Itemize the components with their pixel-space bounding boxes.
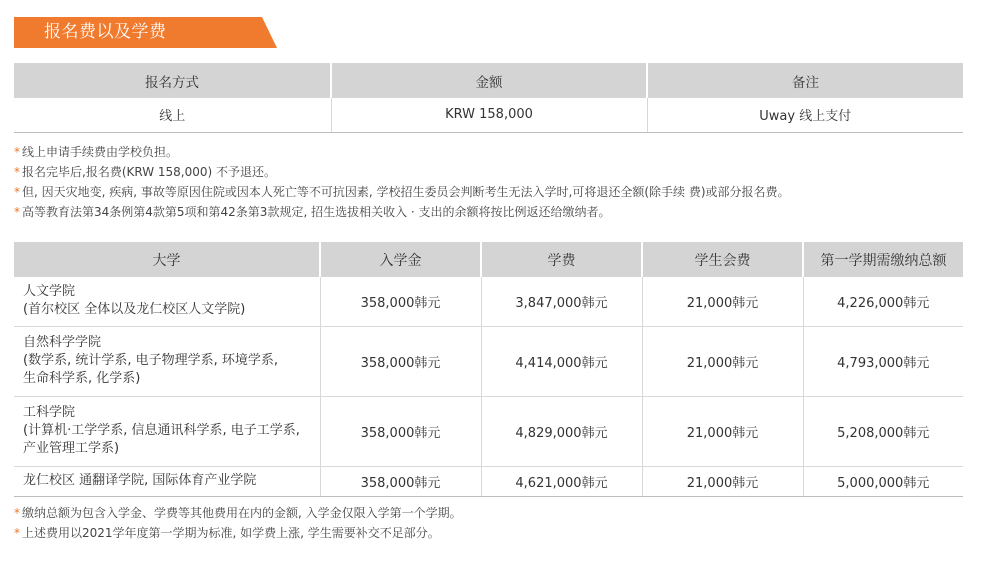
tuition-table bbox=[14, 242, 963, 497]
college-name: 工科学院 bbox=[23, 405, 76, 420]
admission-fee-cell: 358,000韩元 bbox=[320, 326, 481, 396]
college-detail: (数学系, 统计学系, 电子物理学系, 环境学系, bbox=[23, 353, 278, 368]
tuition-cell: 4,829,000韩元 bbox=[481, 396, 642, 466]
column-header: 大学 bbox=[14, 242, 320, 277]
table-row bbox=[14, 277, 963, 326]
column-header: 学生会费 bbox=[642, 242, 803, 277]
college-name: 自然科学学院 bbox=[23, 335, 102, 350]
note-text: 报名完毕后,报名费(KRW 158,000) 不予退还。 bbox=[22, 165, 277, 179]
college-detail: (首尔校区 全体以及龙仁校区人文学院) bbox=[23, 302, 246, 318]
council-fee-cell: 21,000韩元 bbox=[642, 396, 803, 466]
total-cell: 4,226,000韩元 bbox=[803, 277, 963, 326]
column-header: 备注 bbox=[647, 63, 963, 98]
tuition-cell: 4,621,000韩元 bbox=[481, 466, 642, 496]
total-cell: 5,208,000韩元 bbox=[803, 396, 963, 466]
note-text: 上述费用以2021学年度第一学期为标准, 如学费上涨, 学生需要补交不足部分。 bbox=[22, 526, 440, 540]
note-marker: * bbox=[14, 205, 20, 219]
column-header: 入学金 bbox=[320, 242, 481, 277]
table-row bbox=[14, 326, 963, 396]
admission-fee-cell: 358,000韩元 bbox=[320, 396, 481, 466]
column-header: 学费 bbox=[481, 242, 642, 277]
note-text: 高等教育法第34条例第4款第5项和第42条第3款规定, 招生选拔相关收入 · 支出的余额将按比例返还给缴纳者。 bbox=[22, 205, 611, 219]
section-banner bbox=[14, 17, 277, 48]
college-name: 龙仁校区 通翻译学院, 国际体育产业学院 bbox=[23, 473, 257, 488]
total-cell: 4,793,000韩元 bbox=[803, 326, 963, 396]
tuition-cell: 4,414,000韩元 bbox=[481, 326, 642, 396]
total-cell: 5,000,000韩元 bbox=[803, 466, 963, 496]
note-text: 线上申请手续费由学校负担。 bbox=[22, 145, 179, 159]
application-fee-table bbox=[14, 63, 963, 133]
column-header: 报名方式 bbox=[14, 63, 331, 98]
note-marker: * bbox=[14, 145, 20, 159]
fee-notes bbox=[14, 142, 790, 222]
college-cell bbox=[14, 396, 320, 466]
college-name: 人文学院 bbox=[23, 284, 76, 300]
table-row bbox=[14, 466, 963, 496]
note-item bbox=[14, 142, 790, 162]
table-header-row bbox=[14, 63, 963, 98]
note-marker: * bbox=[14, 185, 20, 199]
admission-fee-cell: 358,000韩元 bbox=[320, 466, 481, 496]
table-cell: 线上 bbox=[14, 98, 331, 132]
note-marker: * bbox=[14, 506, 20, 520]
college-cell bbox=[14, 326, 320, 396]
note-item bbox=[14, 523, 462, 543]
note-text: 缴纳总额为包含入学金、学费等其他费用在内的金额, 入学金仅限入学第一个学期。 bbox=[22, 506, 462, 520]
college-cell bbox=[14, 277, 320, 326]
admission-fee-cell: 358,000韩元 bbox=[320, 277, 481, 326]
tuition-cell: 3,847,000韩元 bbox=[481, 277, 642, 326]
note-marker: * bbox=[14, 165, 20, 179]
note-item bbox=[14, 162, 790, 182]
table-cell: KRW 158,000 bbox=[331, 98, 647, 132]
college-cell bbox=[14, 466, 320, 496]
table-row bbox=[14, 98, 963, 132]
note-item bbox=[14, 182, 790, 202]
college-detail: 生命科学系, 化学系) bbox=[23, 371, 141, 386]
council-fee-cell: 21,000韩元 bbox=[642, 466, 803, 496]
column-header: 第一学期需缴纳总额 bbox=[803, 242, 963, 277]
council-fee-cell: 21,000韩元 bbox=[642, 326, 803, 396]
table-header-row bbox=[14, 242, 963, 277]
tuition-notes bbox=[14, 503, 462, 543]
note-text: 但, 因天灾地变, 疾病, 事故等原因住院或因本人死亡等不可抗因素, 学校招生委员会判断考生无法入学时,可将退还全额(除手续 费)或部分报名费。 bbox=[22, 185, 790, 199]
note-item bbox=[14, 202, 790, 222]
college-detail: 产业管理工学系) bbox=[23, 441, 120, 456]
council-fee-cell: 21,000韩元 bbox=[642, 277, 803, 326]
note-marker: * bbox=[14, 526, 20, 540]
table-row bbox=[14, 396, 963, 466]
college-detail: (计算机·工学学系, 信息通讯科学系, 电子工学系, bbox=[23, 423, 300, 438]
section-title: 报名费以及学费 bbox=[44, 22, 167, 42]
table-cell: Uway 线上支付 bbox=[647, 98, 963, 132]
note-item bbox=[14, 503, 462, 523]
column-header: 金额 bbox=[331, 63, 647, 98]
